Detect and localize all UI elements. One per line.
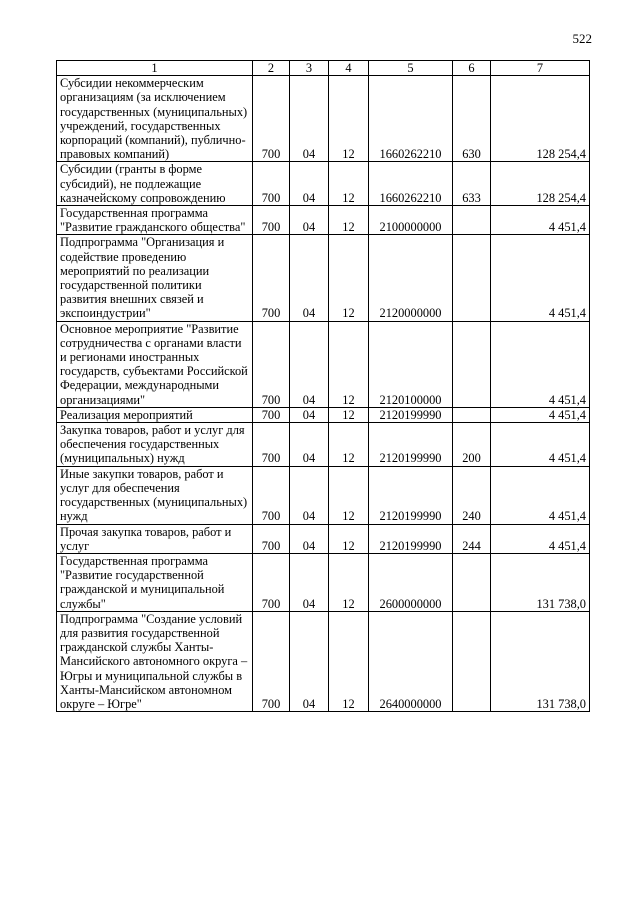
column-header: 6 (453, 61, 491, 76)
table-row (57, 553, 590, 611)
row-name-cell: Государственная программа "Развитие государственной гражданской и муниципальной службы" (57, 553, 253, 611)
row-name-cell: Основное мероприятие "Развитие сотрудничества с органами власти и регионами иностранных государств, субъектами Российской Федерации, международными организациями" (57, 321, 253, 407)
target-article-cell: 2120199990 (369, 423, 453, 467)
row-name-cell: Иные закупки товаров, работ и услуг для обеспечения государственных (муниципальных) нужд (57, 466, 253, 524)
glava-cell: 700 (253, 206, 290, 235)
razdel-cell: 04 (290, 235, 329, 321)
glava-cell: 700 (253, 321, 290, 407)
column-header: 1 (57, 61, 253, 76)
target-article-cell: 2600000000 (369, 553, 453, 611)
table-row (57, 321, 590, 407)
glava-cell: 700 (253, 423, 290, 467)
amount-cell: 4 451,4 (491, 321, 590, 407)
table-row (57, 524, 590, 553)
expense-type-cell: 200 (453, 423, 491, 467)
podrazdel-cell: 12 (329, 407, 369, 422)
glava-cell: 700 (253, 611, 290, 711)
expense-type-cell (453, 407, 491, 422)
amount-cell: 4 451,4 (491, 206, 590, 235)
target-article-cell: 2120100000 (369, 321, 453, 407)
razdel-cell: 04 (290, 423, 329, 467)
row-name-cell: Подпрограмма "Организация и содействие проведению мероприятий по реализации государственной политики развития внешних связей и экспоиндустрии" (57, 235, 253, 321)
glava-cell: 700 (253, 524, 290, 553)
target-article-cell: 2120199990 (369, 407, 453, 422)
razdel-cell: 04 (290, 162, 329, 206)
target-article-cell: 1660262210 (369, 76, 453, 162)
table-row (57, 611, 590, 711)
podrazdel-cell: 12 (329, 611, 369, 711)
podrazdel-cell: 12 (329, 206, 369, 235)
target-article-cell: 2120199990 (369, 466, 453, 524)
budget-table (56, 60, 590, 712)
table-row (57, 76, 590, 162)
expense-type-cell: 244 (453, 524, 491, 553)
amount-cell: 4 451,4 (491, 423, 590, 467)
glava-cell: 700 (253, 162, 290, 206)
podrazdel-cell: 12 (329, 553, 369, 611)
glava-cell: 700 (253, 407, 290, 422)
glava-cell: 700 (253, 553, 290, 611)
amount-cell: 4 451,4 (491, 407, 590, 422)
amount-cell: 128 254,4 (491, 162, 590, 206)
glava-cell: 700 (253, 466, 290, 524)
amount-cell: 4 451,4 (491, 235, 590, 321)
row-name-cell: Государственная программа "Развитие гражданского общества" (57, 206, 253, 235)
column-header: 4 (329, 61, 369, 76)
target-article-cell: 2100000000 (369, 206, 453, 235)
expense-type-cell (453, 206, 491, 235)
column-header: 7 (491, 61, 590, 76)
row-name-cell: Субсидии (гранты в форме субсидий), не подлежащие казначейскому сопровождению (57, 162, 253, 206)
razdel-cell: 04 (290, 407, 329, 422)
podrazdel-cell: 12 (329, 524, 369, 553)
table-row (57, 206, 590, 235)
table-row (57, 235, 590, 321)
podrazdel-cell: 12 (329, 235, 369, 321)
expense-type-cell: 633 (453, 162, 491, 206)
amount-cell: 4 451,4 (491, 466, 590, 524)
target-article-cell: 2120000000 (369, 235, 453, 321)
target-article-cell: 1660262210 (369, 162, 453, 206)
razdel-cell: 04 (290, 466, 329, 524)
expense-type-cell (453, 611, 491, 711)
razdel-cell: 04 (290, 553, 329, 611)
target-article-cell: 2640000000 (369, 611, 453, 711)
row-name-cell: Субсидии некоммерческим организациям (за исключением государственных (муниципальных) учреждений, государственных корпораций (компаний), публично-правовых компаний) (57, 76, 253, 162)
row-name-cell: Реализация мероприятий (57, 407, 253, 422)
amount-cell: 128 254,4 (491, 76, 590, 162)
podrazdel-cell: 12 (329, 321, 369, 407)
table-body (57, 61, 590, 712)
razdel-cell: 04 (290, 321, 329, 407)
razdel-cell: 04 (290, 76, 329, 162)
razdel-cell: 04 (290, 611, 329, 711)
podrazdel-cell: 12 (329, 162, 369, 206)
row-name-cell: Подпрограмма "Создание условий для развития государственной гражданской службы Ханты-Мансийского автономного округа – Югры и муниципальной службы в Ханты-Мансийском автономном округе – Югре" (57, 611, 253, 711)
razdel-cell: 04 (290, 206, 329, 235)
expense-type-cell (453, 235, 491, 321)
table-row (57, 423, 590, 467)
expense-type-cell (453, 553, 491, 611)
column-header: 2 (253, 61, 290, 76)
row-name-cell: Прочая закупка товаров, работ и услуг (57, 524, 253, 553)
podrazdel-cell: 12 (329, 466, 369, 524)
table-row (57, 407, 590, 422)
row-name-cell: Закупка товаров, работ и услуг для обеспечения государственных (муниципальных) нужд (57, 423, 253, 467)
glava-cell: 700 (253, 235, 290, 321)
expense-type-cell (453, 321, 491, 407)
expense-type-cell: 630 (453, 76, 491, 162)
table-header-row (57, 61, 590, 76)
table-row (57, 466, 590, 524)
razdel-cell: 04 (290, 524, 329, 553)
column-header: 3 (290, 61, 329, 76)
column-header: 5 (369, 61, 453, 76)
amount-cell: 131 738,0 (491, 553, 590, 611)
table-row (57, 162, 590, 206)
glava-cell: 700 (253, 76, 290, 162)
podrazdel-cell: 12 (329, 76, 369, 162)
expense-type-cell: 240 (453, 466, 491, 524)
target-article-cell: 2120199990 (369, 524, 453, 553)
amount-cell: 4 451,4 (491, 524, 590, 553)
page-number: 522 (572, 31, 592, 46)
podrazdel-cell: 12 (329, 423, 369, 467)
amount-cell: 131 738,0 (491, 611, 590, 711)
